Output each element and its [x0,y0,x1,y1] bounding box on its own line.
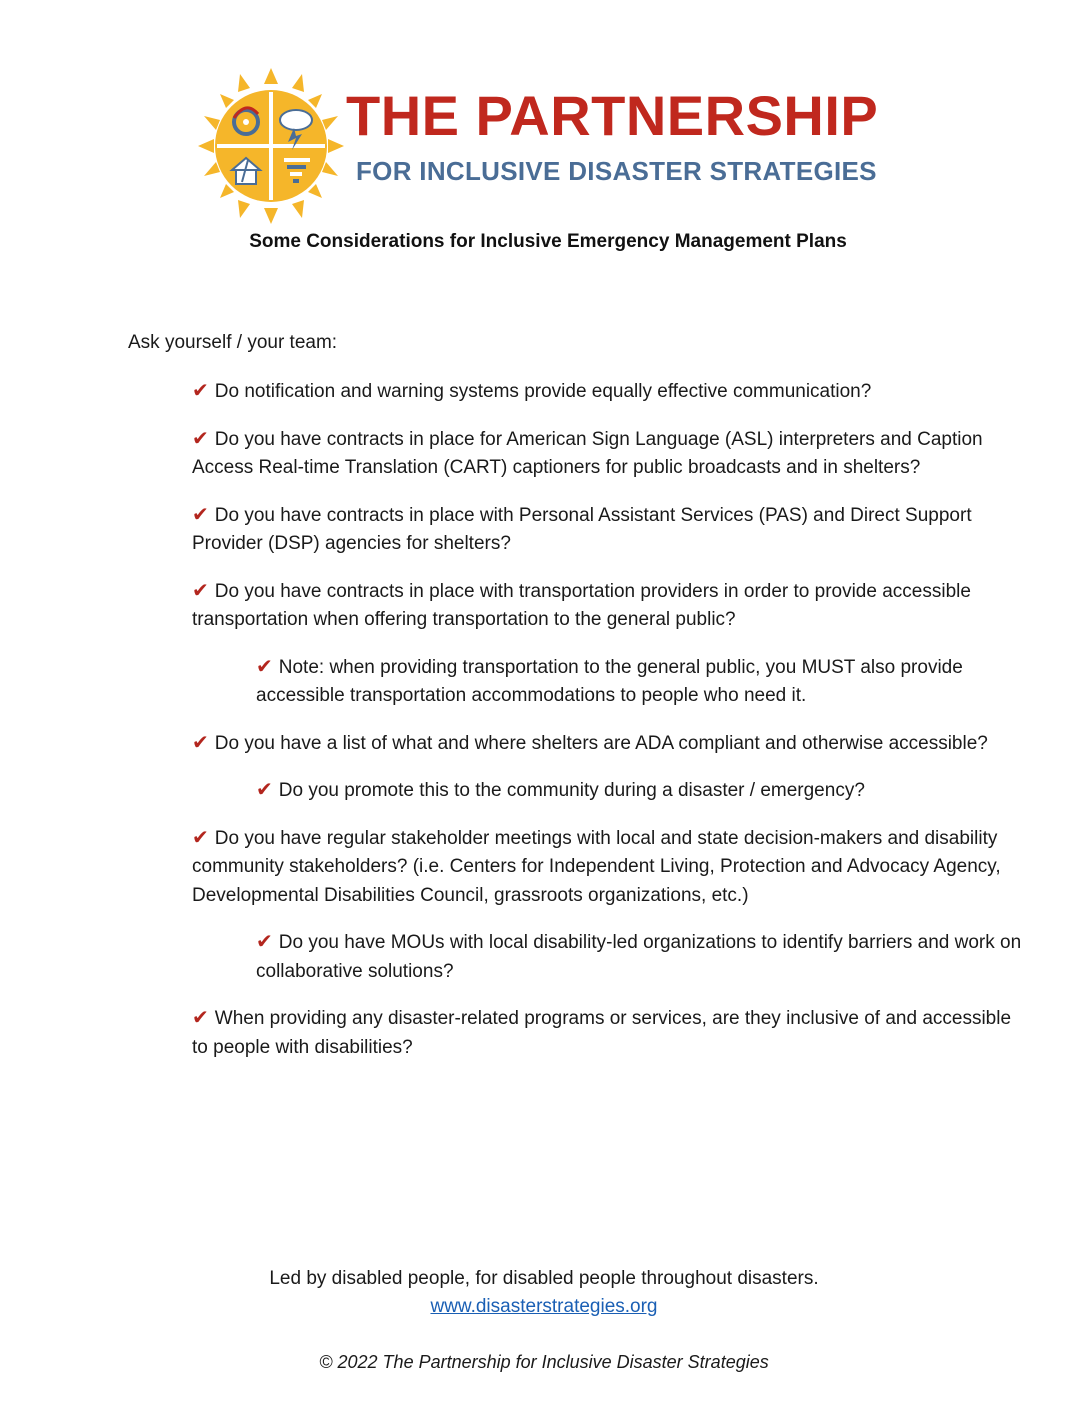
website-link[interactable]: www.disasterstrategies.org [430,1296,658,1317]
check-icon: ✔ [192,380,209,402]
list-item [192,729,1022,759]
list-item-text: When providing any disaster-related programs or services, are they inclusive of and accessible to people with disabilities? [192,1008,1012,1058]
check-icon: ✔ [192,731,209,754]
list-item-text: Do you have MOUs with local disability-led organizations to identify barriers and work on collaborative solutions? [256,932,1022,982]
list-item-text: Do you have contracts in place with Personal Assistant Services (PAS) and Direct Support Provider (DSP) agencies for shelters? [192,504,972,554]
check-icon: ✔ [256,931,273,953]
check-icon: ✔ [256,655,273,678]
document-title: Some Considerations for Inclusive Emergency Management Plans [249,231,847,252]
sub-list-item [256,653,1022,711]
list-item-text: Note: when providing transportation to the general public, you MUST also provide accessible transportation accommodations to people who need it. [256,656,963,706]
copyright-text: © 2022 The Partnership for Inclusive Disaster Strategies [319,1352,769,1372]
logo-title: THE PARTNERSHIP [346,84,879,147]
logo-subtitle: FOR INCLUSIVE DISASTER STRATEGIES [356,156,877,186]
check-icon: ✔ [256,779,273,801]
list-item-text: Do notification and warning systems provide equally effective communication? [214,381,872,402]
list-item-text: Do you have contracts in place for American Sign Language (ASL) interpreters and Caption Access Real-time Translation (CART) captioners for public broadcasts and in shelters? [192,428,983,478]
list-item [192,377,1022,407]
list-item [192,577,1022,635]
list-item-text: Do you promote this to the community during a disaster / emergency? [278,780,865,801]
list-item [192,1004,1022,1062]
check-icon: ✔ [192,1007,209,1029]
list-item [192,824,1022,911]
check-icon: ✔ [192,579,209,602]
list-item [192,425,1022,483]
list-item-text: Do you have a list of what and where shelters are ADA compliant and otherwise accessible? [214,732,988,754]
organization-logo [196,66,896,226]
check-icon: ✔ [192,826,209,849]
footer-link-container [0,1296,1088,1318]
check-icon: ✔ [192,503,209,526]
considerations-list [192,377,1022,1080]
list-item [192,501,1022,559]
check-icon: ✔ [192,427,209,450]
sub-list-item [256,776,1022,806]
sub-list-item [256,928,1022,986]
list-item-text: Do you have regular stakeholder meetings with local and state decision-makers and disability community stakeholders? (i.e. Centers for Independent Living, Protection and Advocacy Agency, Developmental Disabilities Council, grassroots organizations, etc.) [192,827,1001,906]
intro-text: Ask yourself / your team: [128,332,338,353]
list-item-text: Do you have contracts in place with transportation providers in order to provide accessible transportation when offering transportation to the general public? [192,580,971,630]
sun-logo-icon [196,66,346,226]
footer-tagline: Led by disabled people, for disabled people throughout disasters. [269,1268,819,1289]
